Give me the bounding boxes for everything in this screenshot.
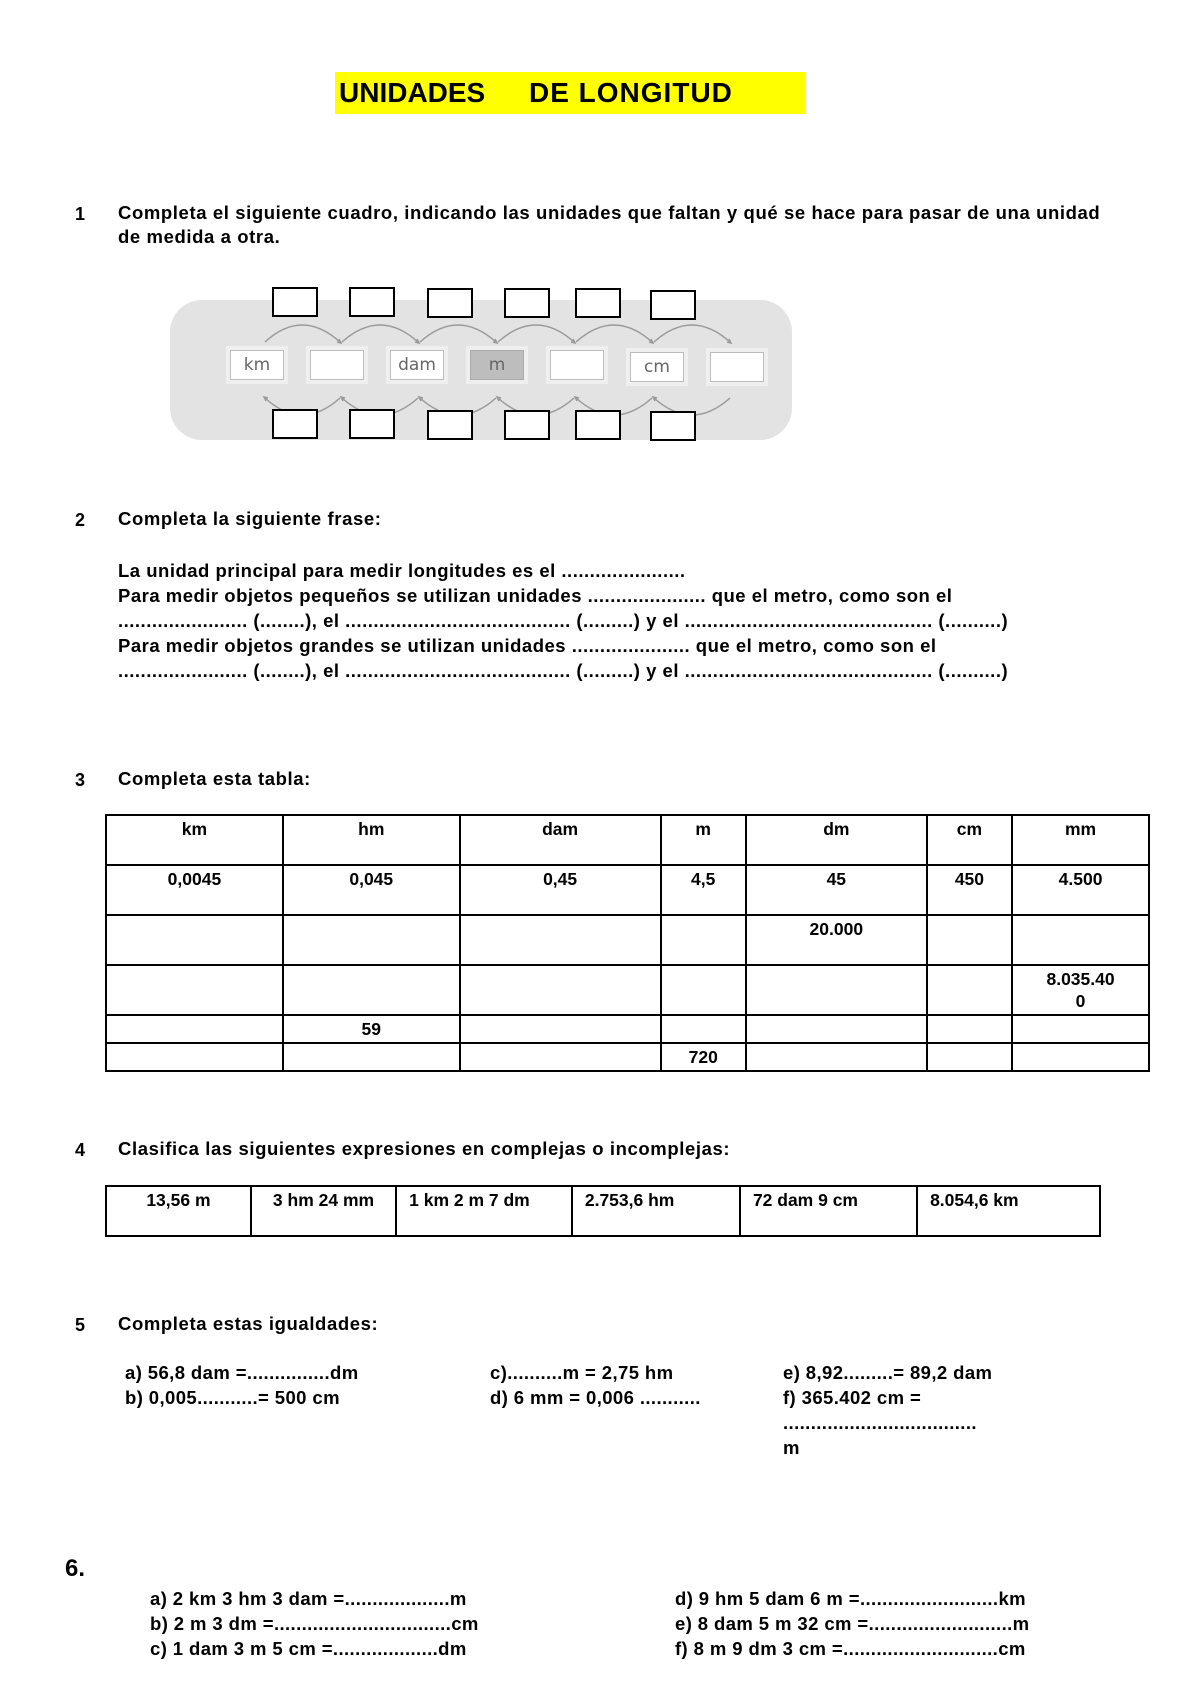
unit-blank-mm[interactable] — [710, 352, 764, 382]
table-cell[interactable]: 720 — [661, 1043, 746, 1071]
table-cell[interactable] — [661, 965, 746, 1015]
table-row — [106, 1186, 1100, 1236]
table-cell[interactable] — [927, 1015, 1012, 1043]
title-part1: UNIDADES — [335, 72, 507, 114]
q4-number: 4 — [75, 1140, 86, 1160]
table-cell[interactable] — [927, 1043, 1012, 1071]
q6-col-2 — [675, 1586, 1030, 1661]
q2-line-2: Para medir objetos pequeños se utilizan unidades ..................... que el metro, como son el — [118, 585, 953, 606]
exercise-6a: a) 2 km 3 hm 3 dam =...................m — [150, 1588, 467, 1609]
equality-b: b) 0,005...........= 500 cm — [125, 1387, 340, 1408]
table-row — [106, 965, 1149, 1015]
equality-f-unit: m — [783, 1437, 800, 1458]
table-cell[interactable] — [661, 1015, 746, 1043]
operation-box-bottom-6[interactable] — [650, 411, 696, 441]
expression-cell[interactable]: 72 dam 9 cm — [740, 1186, 917, 1236]
header-mm: mm — [1012, 815, 1149, 865]
q1-text: Completa el siguiente cuadro, indicando las unidades que faltan y qué se hace para pasar de una unidad de medida a otra. — [118, 202, 1101, 247]
table-row — [106, 1015, 1149, 1043]
q2-number: 2 — [75, 510, 86, 530]
exercise-6e: e) 8 dam 5 m 32 cm =..........................m — [675, 1613, 1030, 1634]
operation-box-top-6[interactable] — [650, 290, 696, 320]
table-cell[interactable] — [1012, 1043, 1149, 1071]
equality-d: d) 6 mm = 0,006 ........... — [490, 1387, 701, 1408]
operation-box-top-2[interactable] — [349, 287, 395, 317]
q4-text: Clasifica las siguientes expresiones en complejas o incomplejas: — [118, 1138, 731, 1159]
unit-conversion-diagram — [170, 300, 792, 440]
table-cell[interactable] — [283, 915, 460, 965]
table-cell[interactable]: 59 — [283, 1015, 460, 1043]
equality-col-1 — [125, 1360, 359, 1410]
table-row — [106, 915, 1149, 965]
operation-box-bottom-2[interactable] — [349, 409, 395, 439]
header-dm: dm — [746, 815, 927, 865]
table-cell[interactable] — [746, 1015, 927, 1043]
table-cell[interactable] — [927, 915, 1012, 965]
operation-box-bottom-5[interactable] — [575, 410, 621, 440]
q2-line-1: La unidad principal para medir longitudes es el ...................... — [118, 560, 686, 581]
table-cell[interactable] — [460, 915, 661, 965]
equality-e: e) 8,92.........= 89,2 dam — [783, 1362, 993, 1383]
header-m: m — [661, 815, 746, 865]
exercise-6c: c) 1 dam 3 m 5 cm =...................dm — [150, 1638, 467, 1659]
table-cell[interactable]: 0,45 — [460, 865, 661, 915]
q6-number: 6. — [65, 1555, 86, 1582]
table-cell[interactable]: 20.000 — [746, 915, 927, 965]
unit-m: m — [470, 350, 524, 380]
equality-col-3 — [783, 1360, 992, 1460]
table-cell[interactable] — [106, 1015, 283, 1043]
q2-line-3: ....................... (........), el ........................................ (.........) y el ............................................ (..........) — [118, 610, 1009, 631]
header-cm: cm — [927, 815, 1012, 865]
q2-line-5: ....................... (........), el ........................................ (.........) y el ............................................ (..........) — [118, 660, 1009, 681]
q5-text: Completa estas igualdades: — [118, 1313, 379, 1334]
operation-box-top-3[interactable] — [427, 288, 473, 318]
title-part2: DE LONGITUD — [505, 72, 806, 114]
equality-col-2 — [490, 1360, 701, 1410]
table-cell[interactable]: 450 — [927, 865, 1012, 915]
expression-cell[interactable]: 13,56 m — [106, 1186, 251, 1236]
table-cell[interactable] — [746, 965, 927, 1015]
q2-sentences — [118, 558, 1118, 683]
table-cell[interactable]: 8.035.400 — [1012, 965, 1149, 1015]
equality-f-blank: ................................... — [783, 1412, 977, 1433]
table-cell[interactable] — [106, 1043, 283, 1071]
exercise-6d: d) 9 hm 5 dam 6 m =.........................km — [675, 1588, 1026, 1609]
unit-dam: dam — [390, 350, 444, 380]
table-cell[interactable] — [460, 1015, 661, 1043]
table-cell[interactable] — [927, 965, 1012, 1015]
operation-box-top-1[interactable] — [272, 287, 318, 317]
expression-cell[interactable]: 1 km 2 m 7 dm — [396, 1186, 572, 1236]
table-cell[interactable] — [460, 1043, 661, 1071]
q2-line-4: Para medir objetos grandes se utilizan unidades ..................... que el metro, como son el — [118, 635, 937, 656]
table-cell[interactable]: 45 — [746, 865, 927, 915]
operation-box-bottom-3[interactable] — [427, 410, 473, 440]
operation-box-bottom-1[interactable] — [272, 409, 318, 439]
table-cell[interactable] — [283, 1043, 460, 1071]
table-cell[interactable] — [460, 965, 661, 1015]
exercise-6f: f) 8 m 9 dm 3 cm =............................cm — [675, 1638, 1026, 1659]
table-cell[interactable] — [283, 965, 460, 1015]
expressions-table — [105, 1185, 1101, 1237]
q5-number: 5 — [75, 1315, 86, 1335]
table-row — [106, 865, 1149, 915]
unit-blank-hm[interactable] — [310, 350, 364, 380]
table-cell[interactable] — [1012, 1015, 1149, 1043]
table-row — [106, 1043, 1149, 1071]
table-cell[interactable] — [106, 965, 283, 1015]
table-header-row — [106, 815, 1149, 865]
unit-km: km — [230, 350, 284, 380]
expression-cell[interactable]: 2.753,6 hm — [572, 1186, 740, 1236]
equality-f: f) 365.402 cm = — [783, 1387, 922, 1408]
operation-box-bottom-4[interactable] — [504, 410, 550, 440]
table-cell[interactable]: 4,5 — [661, 865, 746, 915]
q1-number: 1 — [75, 204, 86, 224]
conversion-table — [105, 814, 1150, 1072]
unit-cm: cm — [630, 352, 684, 382]
unit-blank-dm[interactable] — [550, 350, 604, 380]
header-dam: dam — [460, 815, 661, 865]
q3-text: Completa esta tabla: — [118, 768, 311, 789]
operation-box-top-5[interactable] — [575, 288, 621, 318]
table-cell[interactable]: 4.500 — [1012, 865, 1149, 915]
equality-a: a) 56,8 dam =...............dm — [125, 1362, 359, 1383]
q6-col-1 — [150, 1586, 479, 1661]
table-cell[interactable] — [106, 915, 283, 965]
table-cell[interactable] — [746, 1043, 927, 1071]
q2-text: Completa la siguiente frase: — [118, 508, 382, 529]
expression-cell[interactable]: 8.054,6 km — [917, 1186, 1100, 1236]
table-cell[interactable]: 0,045 — [283, 865, 460, 915]
table-cell[interactable] — [1012, 915, 1149, 965]
exercise-6b: b) 2 m 3 dm =................................cm — [150, 1613, 479, 1634]
operation-box-top-4[interactable] — [504, 288, 550, 318]
q3-number: 3 — [75, 770, 86, 790]
header-hm: hm — [283, 815, 460, 865]
expression-cell[interactable]: 3 hm 24 mm — [251, 1186, 396, 1236]
table-cell[interactable] — [661, 915, 746, 965]
table-cell[interactable]: 0,0045 — [106, 865, 283, 915]
header-km: km — [106, 815, 283, 865]
equality-c: c)..........m = 2,75 hm — [490, 1362, 674, 1383]
